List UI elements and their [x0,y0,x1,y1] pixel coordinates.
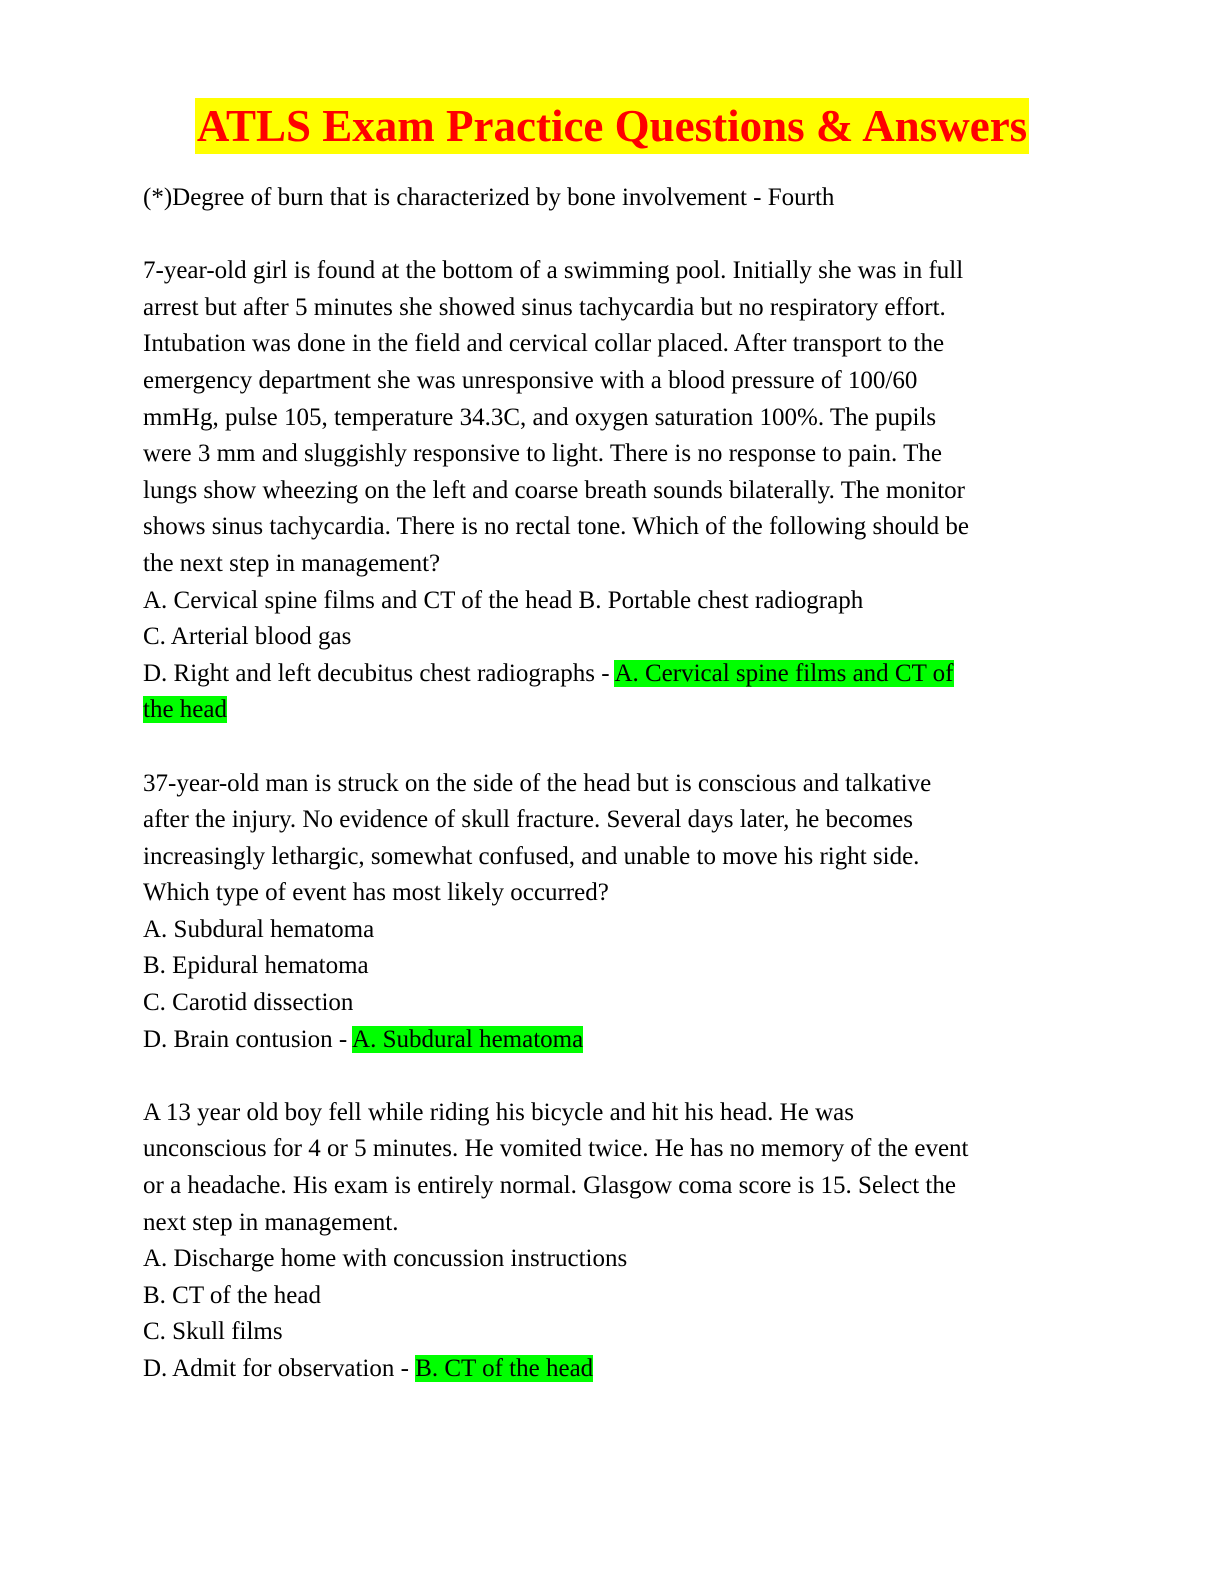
question-1-line: shows sinus tachycardia. There is no rectal tone. Which of the following should be [143,513,969,541]
question-2-line: 37-year-old man is struck on the side of the head but is conscious and talkative [143,769,932,797]
question-1-option-c: C. Arterial blood gas [143,623,352,651]
intro-question: (*)Degree of burn that is characterized by bone involvement - Fourth [143,184,835,211]
question-1-line: were 3 mm and sluggishly responsive to light. There is no response to pain. The [143,440,942,468]
question-3-line: unconscious for 4 or 5 minutes. He vomited twice. He has no memory of the event [143,1135,969,1163]
question-1-line: emergency department she was unresponsive with a blood pressure of 100/60 [143,366,918,394]
question-2-option-c: C. Carotid dissection [143,989,354,1017]
question-3-option-d: D. Admit for observation - [143,1355,416,1382]
question-2-option-d-line [143,1022,1078,1059]
paragraph-gap [143,1058,1078,1095]
question-1-answer: A. Cervical spine films and CT of [614,659,954,687]
question-2-line: after the injury. No evidence of skull fracture. Several days later, he becomes [143,806,913,834]
question-3-line: next step in management. [143,1208,399,1236]
question-3-line: A 13 year old boy fell while riding his bicycle and hit his head. He was [143,1098,854,1126]
question-1-option-d: D. Right and left decubitus chest radiographs - [143,659,615,687]
question-3-option-d-line [143,1351,1078,1388]
question-2-option-b: B. Epidural hematoma [143,952,369,980]
question-3-option-a: A. Discharge home with concussion instructions [143,1245,628,1273]
question-1-line: arrest but after 5 minutes she showed sinus tachycardia but no respiratory effort. [143,293,946,321]
question-1-line: mmHg, pulse 105, temperature 34.3C, and oxygen saturation 100%. The pupils [143,403,937,431]
question-1-option-d-line [143,656,1078,693]
question-3 [143,1095,1078,1388]
document-body [143,180,1078,1388]
question-2-line: Which type of event has most likely occurred? [143,879,609,907]
question-2-option-d: D. Brain contusion - [143,1025,353,1053]
question-3-answer: B. CT of the head [415,1355,594,1382]
title-container [0,98,1224,154]
question-1-line: lungs show wheezing on the left and coarse breath sounds bilaterally. The monitor [143,476,966,504]
paragraph-gap [143,729,1078,766]
question-1-answer-line [143,692,1078,729]
question-2 [143,766,1078,1059]
question-1-answer-continued: the head [143,696,227,724]
question-1-option-ab: A. Cervical spine films and CT of the head B. Portable chest radiograph [143,586,864,614]
question-3-option-b: B. CT of the head [143,1281,321,1309]
paragraph-gap [143,217,1078,254]
question-3-line: or a headache. His exam is entirely normal. Glasgow coma score is 15. Select the [143,1172,956,1200]
question-1-line: the next step in management? [143,549,441,577]
question-1-line: 7-year-old girl is found at the bottom of a swimming pool. Initially she was in full [143,257,964,285]
question-2-option-a: A. Subdural hematoma [143,915,375,943]
question-2-line: increasingly lethargic, somewhat confused, and unable to move his right side. [143,842,920,870]
question-1-line: Intubation was done in the field and cervical collar placed. After transport to the [143,330,945,358]
question-2-answer: A. Subdural hematoma [352,1025,584,1053]
question-1 [143,253,1078,729]
question-3-option-c: C. Skull films [143,1318,283,1346]
page-title: ATLS Exam Practice Questions & Answers [195,98,1029,154]
